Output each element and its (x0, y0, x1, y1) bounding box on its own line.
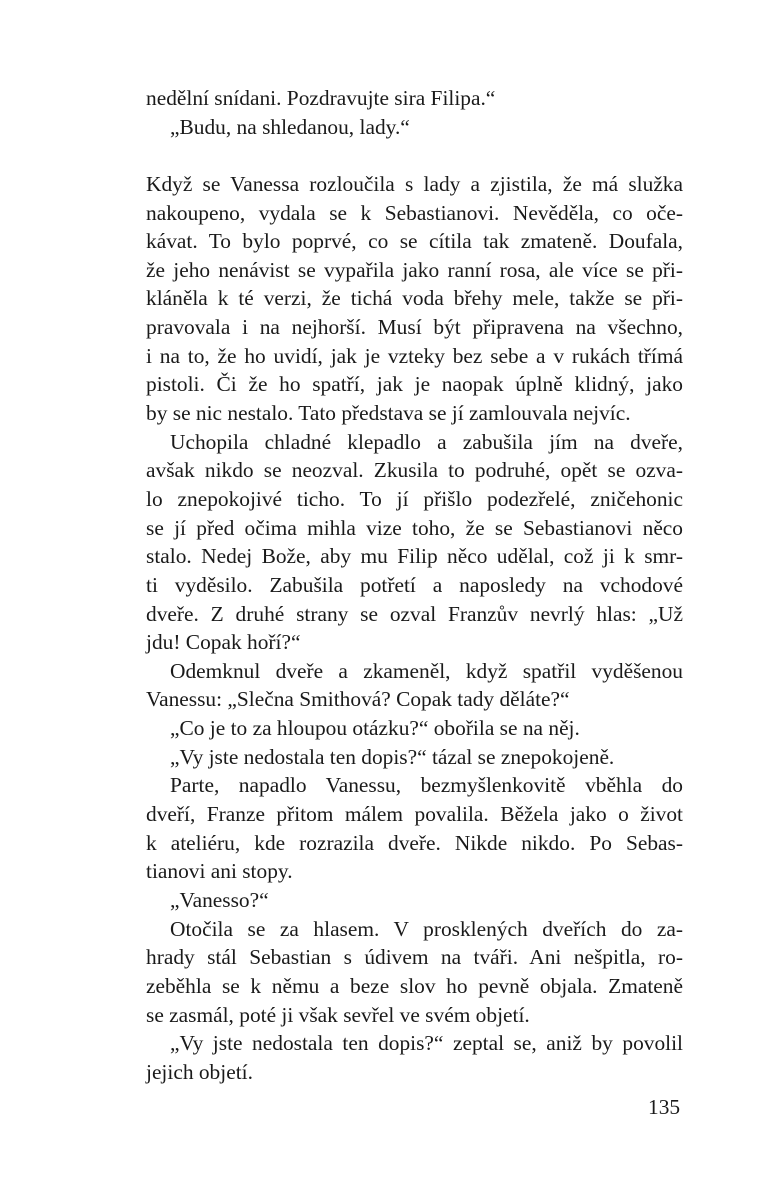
text-line: avšak nikdo se neozval. Zkusila to podruhé, opět se ozva- (146, 458, 683, 483)
text-line: Uchopila chladné klepadlo a zabušila jím na dveře, (170, 429, 683, 454)
text-line: pravovala i na nejhorší. Musí být připravena na všechno, (146, 315, 683, 340)
text-line: stalo. Nedej Bože, aby mu Filip něco udělal, což ji k smr- (146, 544, 683, 569)
text-line: „Budu, na shledanou, lady.“ (170, 114, 410, 139)
text-line: Parte, napadlo Vanessu, bezmyšlenkovitě vběhla do (170, 773, 683, 798)
text-line: nakoupeno, vydala se k Sebastianovi. Nevěděla, co oče- (146, 200, 683, 225)
text-line: se jí před očima mihla vize toho, že se Sebastianovi něco (146, 515, 683, 540)
page-number: 135 (648, 1095, 681, 1119)
text-line: se zasmál, poté ji však sevřel ve svém objetí. (146, 1002, 530, 1027)
text-line: „Vy jste nedostala ten dopis?“ tázal se znepokojeně. (170, 744, 615, 769)
text-line: hrady stál Sebastian s údivem na tváři. Ani nešpitla, ro- (146, 945, 683, 970)
text-line: zeběhla se k němu a beze slov ho pevně objala. Zmateně (146, 973, 683, 998)
book-page-text (146, 84, 683, 1086)
text-line: kávat. To bylo poprvé, co se cítila tak zmateně. Doufala, (146, 229, 683, 254)
text-line: jdu! Copak hoří?“ (146, 630, 301, 655)
text-line: ti vyděsilo. Zabušila potřetí a naposledy na vchodové (146, 572, 683, 597)
text-line: kláněla k té verzi, že tichá voda břehy mele, takže se při- (146, 286, 683, 311)
text-line: Odemknul dveře a zkameněl, když spatřil vyděšenou (170, 658, 683, 683)
text-line: „Vy jste nedostala ten dopis?“ zeptal se, aniž by povolil (170, 1031, 683, 1056)
text-line: Když se Vanessa rozloučila s lady a zjistila, že má služka (146, 171, 683, 196)
scene-break (146, 141, 683, 170)
text-line: „Co je to za hloupou otázku?“ obořila se na něj. (170, 716, 580, 741)
text-line: dveře. Z druhé strany se ozval Franzův nevrlý hlas: „Už (146, 601, 683, 626)
text-line: k ateliéru, kde rozrazila dveře. Nikde nikdo. Po Sebas- (146, 830, 683, 855)
text-line: pistoli. Či že ho spatří, jak je naopak úplně klidný, jako (146, 372, 683, 397)
text-line: dveří, Franze přitom málem povalila. Běžela jako o život (146, 802, 683, 827)
text-line: nedělní snídani. Pozdravujte sira Filipa.“ (146, 86, 496, 110)
text-line: Otočila se za hlasem. V prosklených dveřích do za- (170, 916, 683, 941)
text-line: lo znepokojivé ticho. To jí přišlo podezřelé, zničehonic (146, 486, 683, 511)
text-line: tianovi ani stopy. (146, 859, 293, 884)
text-line: by se nic nestalo. Tato představa se jí zamlouvala nejvíc. (146, 401, 631, 426)
text-line: jejich objetí. (146, 1059, 253, 1084)
text-line: Vanessu: „Slečna Smithová? Copak tady děláte?“ (146, 687, 570, 712)
text-line: že jeho nenávist se vypařila jako ranní rosa, ale více se při- (146, 257, 683, 282)
text-line: „Vanesso?“ (170, 887, 269, 912)
text-line: i na to, že ho uvidí, jak je vzteky bez sebe a v rukách třímá (146, 343, 683, 368)
